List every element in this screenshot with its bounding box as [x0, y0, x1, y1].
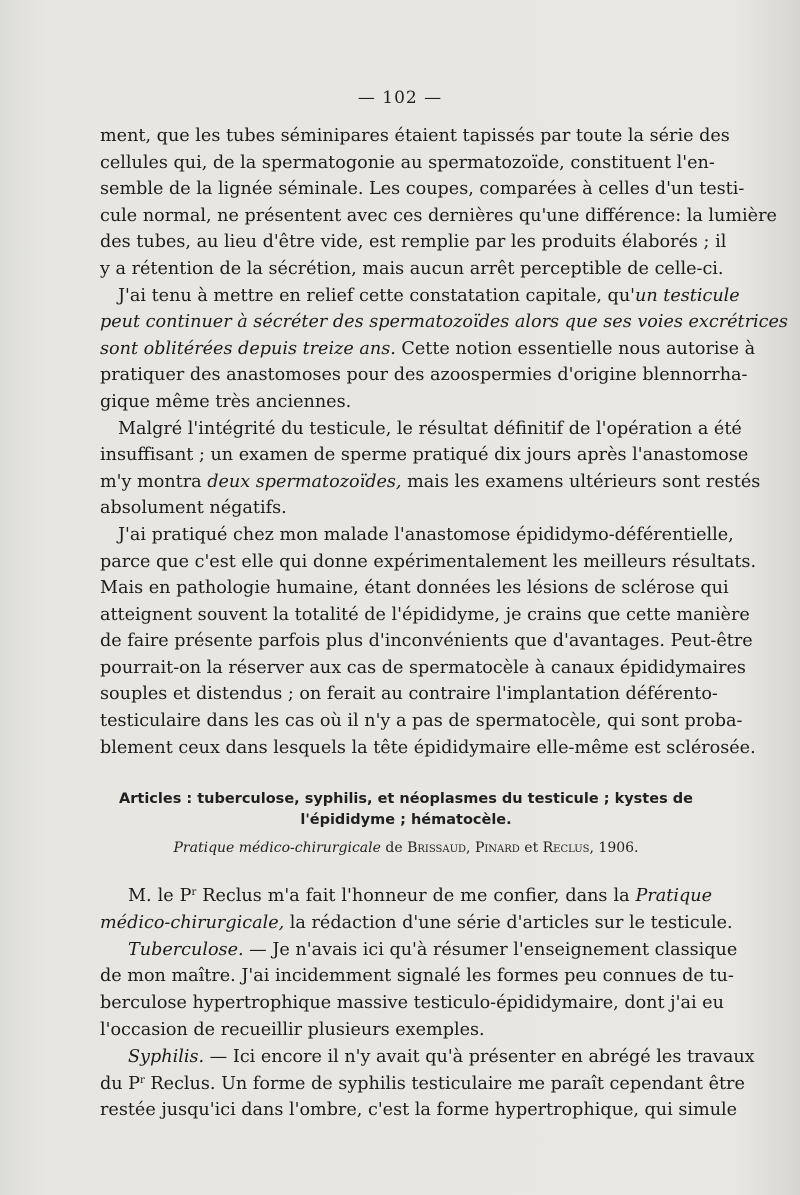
source-year: , 1906. [589, 840, 639, 856]
author-name: Brissaud [407, 840, 467, 856]
emphasis-text: deux spermatozoïdes, [207, 471, 402, 492]
paragraph-6 [100, 937, 738, 1044]
text-line: ment, que les tubes séminipares étaient tapissés par toute la série des [100, 126, 730, 146]
text-run: — Ici encore il n'y avait qu'à présenter en abrégé les travaux [204, 1046, 755, 1067]
text-line: J'ai pratiqué chez mon malade l'anastomose épididymo-déférentielle, [118, 524, 734, 545]
text-line [100, 883, 712, 910]
text-run: du P [100, 1073, 141, 1094]
text-run: et [519, 840, 543, 856]
text-line: absolument négatifs. [100, 498, 287, 519]
text-line: restée jusqu'ici dans l'ombre, c'est la forme hypertrophique, qui simule [100, 1100, 738, 1121]
text-line [100, 1071, 745, 1098]
text-line: blement ceux dans lesquels la tête épididymaire elle-même est sclérosée. [100, 737, 756, 758]
emphasis-text: Pratique [635, 886, 712, 906]
emphasis-text: un testicule [635, 285, 740, 306]
body-text-upper [100, 123, 788, 761]
emphasis-line: peut continuer à sécréter des spermatozoïdes alors que ses voies excrétrices [100, 312, 788, 333]
text-run: de [380, 840, 408, 856]
text-line [100, 469, 761, 496]
text-line: cellules qui, de la spermatogonie au spermatozoïde, constituent l'en- [100, 152, 715, 173]
text-line: pourrait-on la réserver aux cas de spermatocèle à canaux épididymaires [100, 657, 746, 678]
text-line: testiculaire dans les cas où il n'y a pas de spermatocèle, qui sont proba- [100, 711, 743, 732]
text-line: gique même très anciennes. [100, 391, 352, 412]
text-line: Mais en pathologie humaine, étant données les lésions de sclérose qui [100, 578, 729, 599]
text-line [100, 336, 756, 363]
text-run: mais les examens ultérieurs sont restés [401, 471, 761, 492]
emphasis-text: sont oblitérées depuis treize ans. [100, 338, 396, 359]
text-line: de mon maître. J'ai incidemment signalé les formes peu connues de tu- [100, 966, 734, 987]
text-run: la rédaction d'une série d'articles sur le testicule. [284, 912, 733, 933]
text-line: insuffisant ; un examen de sperme pratiqué dix jours après l'anastomose [100, 445, 749, 466]
page-number: — 102 — [357, 88, 443, 108]
text-line: semble de la lignée séminale. Les coupes, comparées à celles d'un testi- [100, 179, 745, 200]
text-run: , [466, 840, 475, 856]
text-line: cule normal, ne présentent avec ces dernières qu'une différence: la lumière [100, 205, 777, 226]
text-line [100, 937, 738, 964]
paragraph-3 [100, 416, 761, 522]
text-line [100, 910, 733, 937]
text-run: M. le P [128, 886, 192, 906]
body-text-lower [100, 883, 755, 1124]
emphasis-text: médico-chirurgicale, [100, 912, 285, 933]
text-run: Reclus. Un forme de syphilis testiculaire me paraît cependant être [144, 1073, 745, 1094]
text-line: Malgré l'intégrité du testicule, le résultat définitif de l'opération a été [118, 418, 742, 439]
heading-line: l'épididyme ; hématocèle. [300, 812, 512, 828]
text-run: Reclus m'a fait l'honneur de me confier, dans la [196, 886, 636, 906]
text-run: m'y montra [100, 471, 208, 492]
author-name: Reclus [542, 840, 590, 856]
paragraph-4 [100, 522, 757, 761]
source-citation [100, 840, 712, 856]
text-run: J'ai tenu à mettre en relief cette constatation capitale, qu' [118, 285, 635, 306]
author-name: Pinard [474, 840, 520, 856]
superscript: r [191, 887, 197, 898]
paragraph-2 [100, 283, 788, 416]
text-line: y a rétention de la sécrétion, mais aucun arrêt perceptible de celle-ci. [100, 258, 724, 279]
text-line: atteignent souvent la totalité de l'épididyme, je crains que cette manière [100, 604, 750, 625]
text-line: pratiquer des anastomoses pour des azoospermies d'origine blennorrha- [100, 365, 748, 386]
text-line [100, 1044, 755, 1071]
article-heading [100, 789, 712, 831]
text-line: l'occasion de recueillir plusieurs exemples. [100, 1019, 485, 1040]
emphasis-text: Tuberculose. [128, 939, 244, 960]
text-line: berculose hypertrophique massive testiculo-épididymaire, dont j'ai eu [100, 993, 724, 1014]
text-line: parce que c'est elle qui donne expérimentalement les meilleurs résultats. [100, 551, 757, 572]
emphasis-text: Syphilis. [128, 1046, 205, 1067]
text-line: souples et distendus ; on ferait au contraire l'implantation déférento- [100, 684, 718, 705]
text-line: de faire présente parfois plus d'inconvénients que d'avantages. Peut-être [100, 631, 753, 652]
heading-line: Articles : tuberculose, syphilis, et néoplasmes du testicule ; kystes de [119, 791, 693, 807]
text-run: — Je n'avais ici qu'à résumer l'enseignement classique [243, 939, 738, 960]
text-run: Cette notion essentielle nous autorise à [395, 338, 756, 359]
text-line: des tubes, au lieu d'être vide, est remplie par les produits élaborés ; il [100, 232, 727, 253]
paragraph-7 [100, 1044, 755, 1124]
paragraph-1 [100, 123, 777, 283]
paragraph-5 [100, 883, 733, 937]
superscript: r [140, 1074, 145, 1086]
source-title: Pratique médico-chirurgicale [173, 840, 381, 856]
text-line [100, 283, 740, 310]
